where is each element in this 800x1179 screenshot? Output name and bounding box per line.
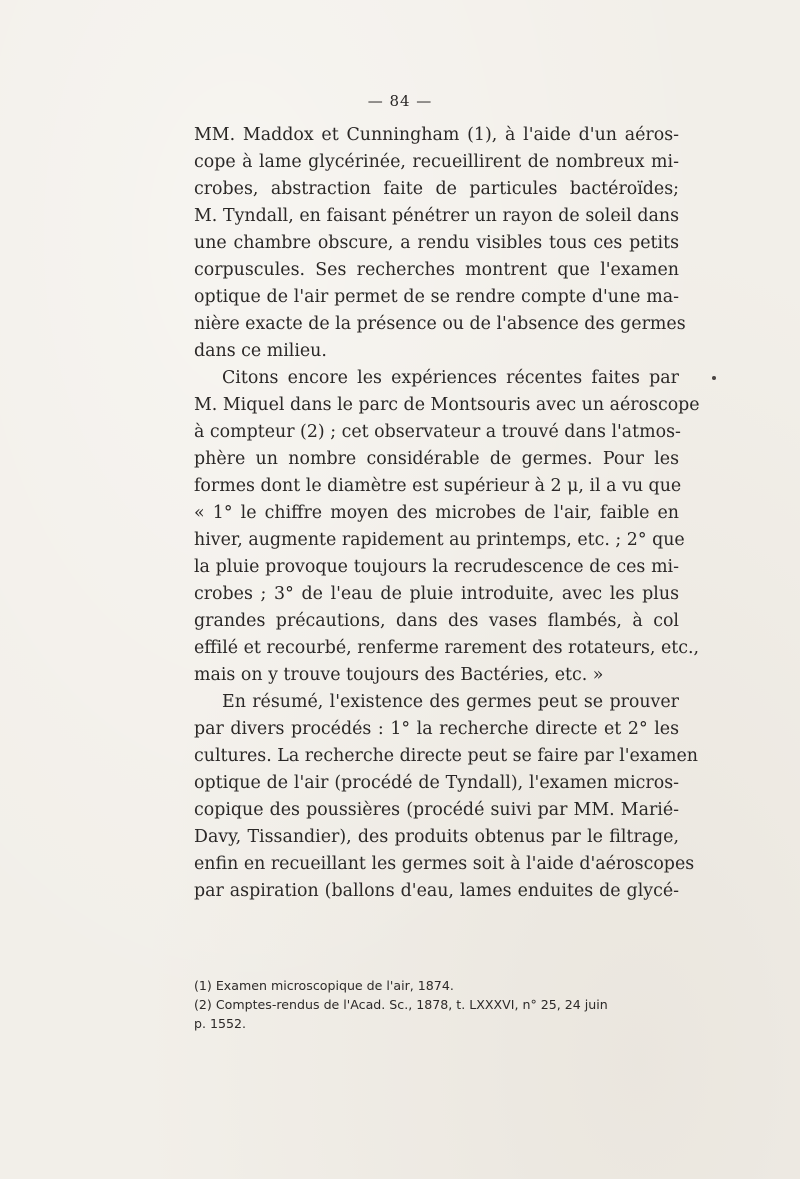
text-line: phère un nombre considérable de germes. Pour les: [194, 449, 679, 469]
text-line: « 1° le chiffre moyen des microbes de l'air, faible en: [194, 503, 679, 523]
text-line: effilé et recourbé, renferme rarement des rotateurs, etc.,: [194, 638, 700, 658]
text-line: En résumé, l'existence des germes peut se prouver: [222, 692, 679, 712]
text-line: grandes précautions, dans des vases flambés, à col: [194, 611, 679, 631]
text-line: optique de l'air permet de se rendre compte d'une ma-: [194, 287, 679, 307]
footnote: (1) Examen microscopique de l'air, 1874.: [194, 978, 454, 993]
text-line: Citons encore les expériences récentes faites par: [222, 368, 679, 388]
text-line: formes dont le diamètre est supérieur à 2 μ, il a vu que: [194, 476, 682, 496]
text-line: par divers procédés : 1° la recherche directe et 2° les: [194, 719, 679, 739]
text-line: optique de l'air (procédé de Tyndall), l'examen micros-: [194, 773, 679, 793]
text-line: Davy, Tissandier), des produits obtenus par le filtrage,: [194, 827, 679, 847]
text-line: dans ce milieu.: [194, 341, 327, 361]
text-line: M. Miquel dans le parc de Montsouris avec un aéroscope: [194, 395, 700, 415]
text-line: la pluie provoque toujours la recrudescence de ces mi-: [194, 557, 679, 577]
text-line: copique des poussières (procédé suivi par MM. Marié-: [194, 800, 679, 820]
text-line: MM. Maddox et Cunningham (1), à l'aide d'un aéros-: [194, 125, 679, 145]
text-line: crobes, abstraction faite de particules bactéroïdes;: [194, 179, 679, 199]
text-line: enfin en recueillant les germes soit à l'aide d'aéroscopes: [194, 854, 695, 874]
text-line: crobes ; 3° de l'eau de pluie introduite, avec les plus: [194, 584, 679, 604]
text-line: mais on y trouve toujours des Bactéries, etc. »: [194, 665, 604, 685]
text-line: cope à lame glycérinée, recueillirent de nombreux mi-: [194, 152, 679, 172]
text-line: nière exacte de la présence ou de l'absence des germes: [194, 314, 686, 334]
text-line: par aspiration (ballons d'eau, lames enduites de glycé-: [194, 881, 679, 901]
footnote-continuation: p. 1552.: [194, 1016, 247, 1031]
text-line: cultures. La recherche directe peut se faire par l'examen: [194, 746, 698, 766]
text-line: corpuscules. Ses recherches montrent que l'examen: [194, 260, 679, 280]
text-line: à compteur (2) ; cet observateur a trouvé dans l'atmos-: [194, 422, 681, 442]
text-line: une chambre obscure, a rendu visibles tous ces petits: [194, 233, 679, 253]
text-line: M. Tyndall, en faisant pénétrer un rayon de soleil dans: [194, 206, 679, 226]
body-text: [194, 122, 700, 905]
page-number: — 84 —: [367, 92, 433, 110]
footnote: (2) Comptes-rendus de l'Acad. Sc., 1878, t. LXXXVI, n° 25, 24 juin: [194, 997, 608, 1012]
text-line: hiver, augmente rapidement au printemps, etc. ; 2° que: [194, 530, 685, 550]
footnotes: [194, 976, 679, 1033]
margin-speck: [712, 376, 716, 380]
